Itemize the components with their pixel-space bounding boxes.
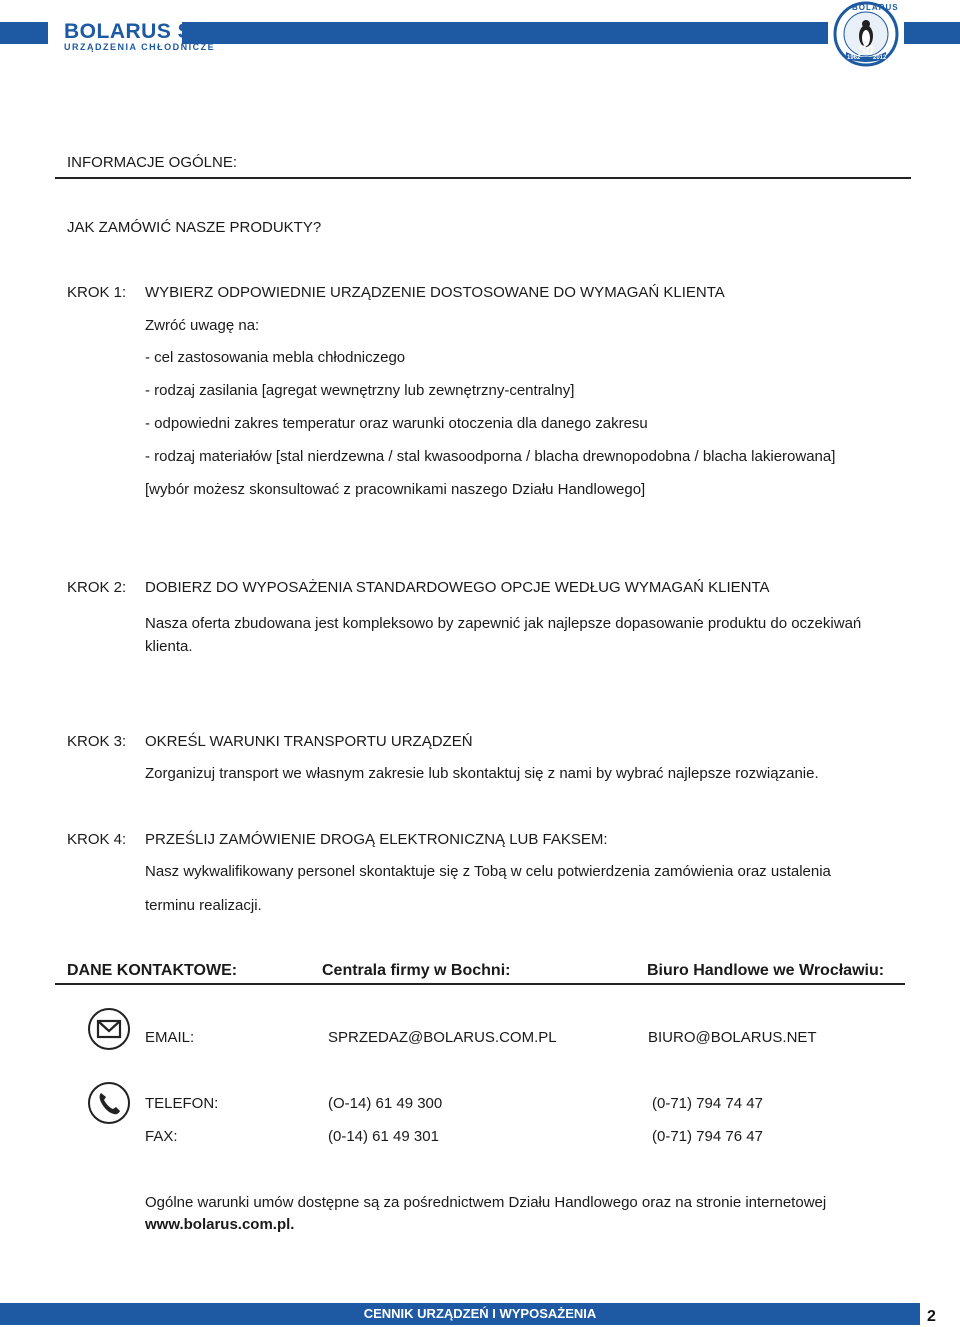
logo-year-end: 2012 xyxy=(873,55,887,61)
step-3-body: Zorganizuj transport we własnym zakresie lub skontaktuj się z nami by wybrać najlepsze rozwiązanie. xyxy=(145,765,819,782)
email-office[interactable]: BIURO@BOLARUS.NET xyxy=(648,1029,817,1046)
step-1-title: WYBIERZ ODPOWIEDNIE URZĄDZENIE DOSTOSOWANE DO WYMAGAŃ KLIENTA xyxy=(145,284,725,301)
email-hq[interactable]: SPRZEDAZ@BOLARUS.COM.PL xyxy=(328,1029,557,1046)
section-title: INFORMACJE OGÓLNE: xyxy=(67,154,238,171)
section-title-rule xyxy=(55,177,911,179)
step-1-line: [wybór możesz skonsultować z pracownikami naszego Działu Handlowego] xyxy=(145,481,646,498)
anniversary-logo xyxy=(828,0,904,68)
brand-name: BOLARUS S.A. xyxy=(64,20,221,43)
step-2-title: DOBIERZ DO WYPOSAŻENIA STANDARDOWEGO OPCJE WEDŁUG WYMAGAŃ KLIENTA xyxy=(145,579,770,596)
step-3-title: OKREŚL WARUNKI TRANSPORTU URZĄDZEŃ xyxy=(145,733,473,750)
contact-office-heading: Biuro Handlowe we Wrocławiu: xyxy=(647,962,885,979)
step-1-line: - cel zastosowania mebla chłodniczego xyxy=(145,349,406,366)
footer-label: CENNIK URZĄDZEŃ I WYPOSAŻENIA xyxy=(363,1306,597,1321)
phone-icon xyxy=(88,1082,130,1124)
step-1-line: Zwróć uwagę na: xyxy=(145,317,260,334)
page-number: 2 xyxy=(927,1308,936,1325)
step-1-line: - rodzaj materiałów [stal nierdzewna / stal kwasoodporna / blacha drewnopodobna / blacha lakierowana] xyxy=(145,448,836,465)
step-4-title: PRZEŚLIJ ZAMÓWIENIE DROGĄ ELEKTRONICZNĄ LUB FAKSEM: xyxy=(145,831,608,848)
step-4-body-line: terminu realizacji. xyxy=(145,897,262,914)
header-bar-left xyxy=(0,22,48,44)
phone-hq: (O-14) 61 49 300 xyxy=(328,1095,443,1112)
envelope-icon xyxy=(88,1008,130,1050)
step-1-line: - odpowiedni zakres temperatur oraz warunki otoczenia dla danego zakresu xyxy=(145,415,648,432)
logo-year-start: 1962 xyxy=(847,55,861,61)
brand-subtitle: URZĄDZENIA CHŁODNICZE xyxy=(64,42,216,52)
step-4-label: KROK 4: xyxy=(67,831,127,848)
phone-label: TELEFON: xyxy=(145,1095,219,1112)
step-4-body-line: Nasz wykwalifikowany personel skontaktuje się z Tobą w celu potwierdzenia zamówienia oraz ustalenia xyxy=(145,863,831,880)
logo-years: 50 xyxy=(858,42,874,58)
step-2-label: KROK 2: xyxy=(67,579,127,596)
step-1-line: - rodzaj zasilania [agregat wewnętrzny lub zewnętrzny-centralny] xyxy=(145,382,575,399)
step-1-label: KROK 1: xyxy=(67,284,127,301)
terms-note: Ogólne warunki umów dostępne są za pośrednictwem Działu Handlowego oraz na stronie internetowej xyxy=(145,1194,827,1211)
website-link[interactable]: www.bolarus.com.pl. xyxy=(145,1216,295,1233)
phone-office: (0-71) 794 74 47 xyxy=(652,1095,763,1112)
fax-office: (0-71) 794 76 47 xyxy=(652,1128,763,1145)
email-label: EMAIL: xyxy=(145,1029,195,1046)
fax-label: FAX: xyxy=(145,1128,178,1145)
question-heading: JAK ZAMÓWIĆ NASZE PRODUKTY? xyxy=(67,219,322,236)
logo-text: BOLARUS xyxy=(852,3,899,12)
contact-heading-rule xyxy=(55,983,905,985)
fax-hq: (0-14) 61 49 301 xyxy=(328,1128,439,1145)
step-2-body: Nasza oferta zbudowana jest kompleksowo by zapewnić jak najlepsze dopasowanie produktu do oczekiwań klienta. xyxy=(145,615,862,655)
contact-hq-heading: Centrala firmy w Bochni: xyxy=(322,962,511,979)
step-3-label: KROK 3: xyxy=(67,733,127,750)
contact-heading: DANE KONTAKTOWE: xyxy=(67,962,238,979)
